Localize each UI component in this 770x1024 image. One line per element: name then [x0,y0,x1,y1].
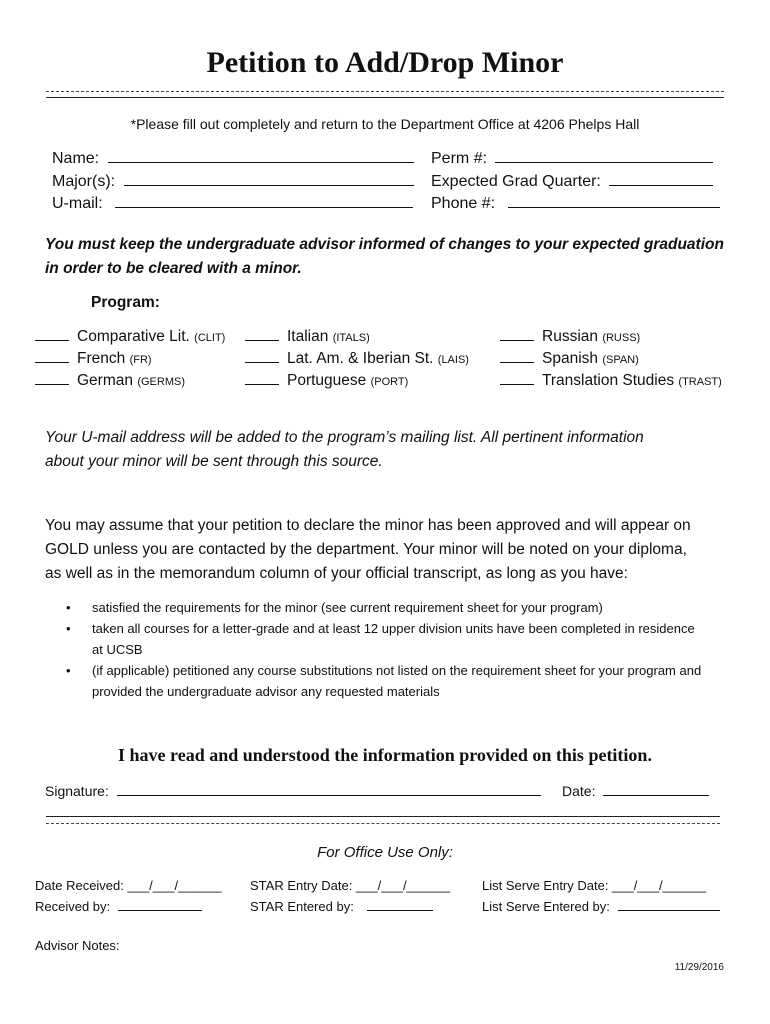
signature-line[interactable] [117,781,541,796]
advisor-notes-label: Advisor Notes: [35,938,120,953]
program-option-trast[interactable] [500,372,722,390]
program-option-itals[interactable] [245,328,370,346]
program-option-russ[interactable] [500,328,640,346]
date-label: Date: [562,783,596,799]
signature-field[interactable] [45,781,541,799]
requirements-list [66,597,706,702]
program-checkline[interactable] [500,350,534,363]
bullet-icon: • [66,600,71,615]
star-entry-date-field[interactable]: STAR Entry Date: ___/___/______ [250,878,450,893]
program-label: Program: [91,294,160,311]
program-option-germs[interactable] [35,372,185,390]
umail-label: U-mail: [52,195,103,212]
program-checkline[interactable] [245,350,279,363]
title-divider-solid [46,97,724,98]
majors-label: Major(s): [52,173,116,190]
mailing-notice-line-1: Your U-mail address will be added to the program’s mailing list. All pertinent information [45,429,644,446]
program-option-span[interactable] [500,350,639,368]
list-serve-entered-by-field[interactable] [482,898,720,914]
program-checkline[interactable] [245,328,279,341]
name-field[interactable] [52,148,414,168]
bullet-icon: • [66,663,71,678]
perm-label: Perm #: [431,150,488,167]
acknowledgement-statement: I have read and understood the information provided on this petition. [118,745,652,765]
office-divider-dashed [46,823,720,824]
requirement-text: (if applicable) petitioned any course substitutions not listed on the requirement sheet for your program and provided the undergraduate advisor any requested materials [92,663,702,699]
program-code: (TRAST) [678,376,722,388]
received-by-label: Received by: [35,899,111,914]
program-name: German [77,372,133,389]
instruction-text: *Please fill out completely and return to the Department Office at 4206 Phelps Hall [130,116,640,132]
star-entered-by-field[interactable] [250,898,433,914]
program-option-clit[interactable] [35,328,225,346]
list-serve-entry-date-field[interactable]: List Serve Entry Date: ___/___/______ [482,878,707,893]
program-checkline[interactable] [35,350,69,363]
program-code: (PORT) [370,376,409,388]
mailing-notice-line-2: about your minor will be sent through this source. [45,453,383,470]
program-checkline[interactable] [245,372,279,385]
received-by-field[interactable] [35,898,202,914]
majors-field[interactable] [52,171,414,191]
program-name: Russian [542,328,598,345]
list-item [66,660,706,702]
requirement-text: satisfied the requirements for the minor (see current requirement sheet for your program) [92,600,603,615]
grad-quarter-line[interactable] [609,171,713,186]
program-code: (LAIS) [437,354,469,366]
program-name: French [77,350,126,367]
requirement-text: taken all courses for a letter-grade and at least 12 upper division units have been completed in residence at UCSB [92,621,695,657]
phone-label: Phone #: [431,195,496,212]
program-code: (GERMS) [137,376,185,388]
program-name: Comparative Lit. [77,328,190,345]
grad-quarter-field[interactable] [431,171,713,191]
approval-paragraph-line-1: You may assume that your petition to declare the minor has been approved and will appear on [45,517,691,534]
list-item [66,618,706,660]
received-by-line[interactable] [118,898,202,911]
program-checkline[interactable] [500,372,534,385]
date-received-field[interactable]: Date Received: ___/___/______ [35,878,222,893]
program-name: Italian [287,328,329,345]
perm-field[interactable] [431,148,713,168]
list-serve-entered-by-line[interactable] [618,898,720,911]
star-entered-by-label: STAR Entered by: [250,899,354,914]
form-revision-date: 11/29/2016 [674,962,724,973]
program-name: Lat. Am. & Iberian St. [287,350,434,367]
program-checkline[interactable] [35,372,69,385]
name-label: Name: [52,150,100,167]
bullet-icon: • [66,621,71,636]
perm-line[interactable] [495,148,713,163]
umail-field[interactable] [52,193,413,213]
program-code: (RUSS) [602,332,641,344]
approval-paragraph-line-2: GOLD unless you are contacted by the department. Your minor will be noted on your diploma, [45,541,687,558]
program-checkline[interactable] [500,328,534,341]
office-divider-solid [46,816,720,817]
majors-line[interactable] [124,171,414,186]
advisor-warning-line-2: in order to be cleared with a minor. [45,260,302,277]
star-entered-by-line[interactable] [367,898,433,911]
page-title: Petition to Add/Drop Minor [206,46,564,79]
list-item [66,597,706,618]
umail-line[interactable] [115,193,413,208]
program-code: (ITALS) [332,332,370,344]
program-option-fr[interactable] [35,350,152,368]
program-option-lais[interactable] [245,350,469,368]
office-use-heading: For Office Use Only: [317,844,453,861]
phone-field[interactable] [431,193,720,213]
program-code: (SPAN) [602,354,639,366]
approval-paragraph-line-3: as well as in the memorandum column of your official transcript, as long as you have: [45,565,628,582]
date-field[interactable] [562,781,709,799]
program-name: Portuguese [287,372,367,389]
name-line[interactable] [108,148,414,163]
signature-label: Signature: [45,783,109,799]
program-code: (CLIT) [194,332,226,344]
program-code: (FR) [129,354,152,366]
phone-line[interactable] [508,193,720,208]
program-checkline[interactable] [35,328,69,341]
program-option-port[interactable] [245,372,408,390]
program-name: Spanish [542,350,599,367]
title-divider-dashed [46,91,724,92]
date-line[interactable] [603,781,709,796]
list-serve-entered-by-label: List Serve Entered by: [482,899,610,914]
program-name: Translation Studies [542,372,675,389]
grad-quarter-label: Expected Grad Quarter: [431,173,601,190]
advisor-warning-line-1: You must keep the undergraduate advisor informed of changes to your expected graduation [45,236,724,253]
